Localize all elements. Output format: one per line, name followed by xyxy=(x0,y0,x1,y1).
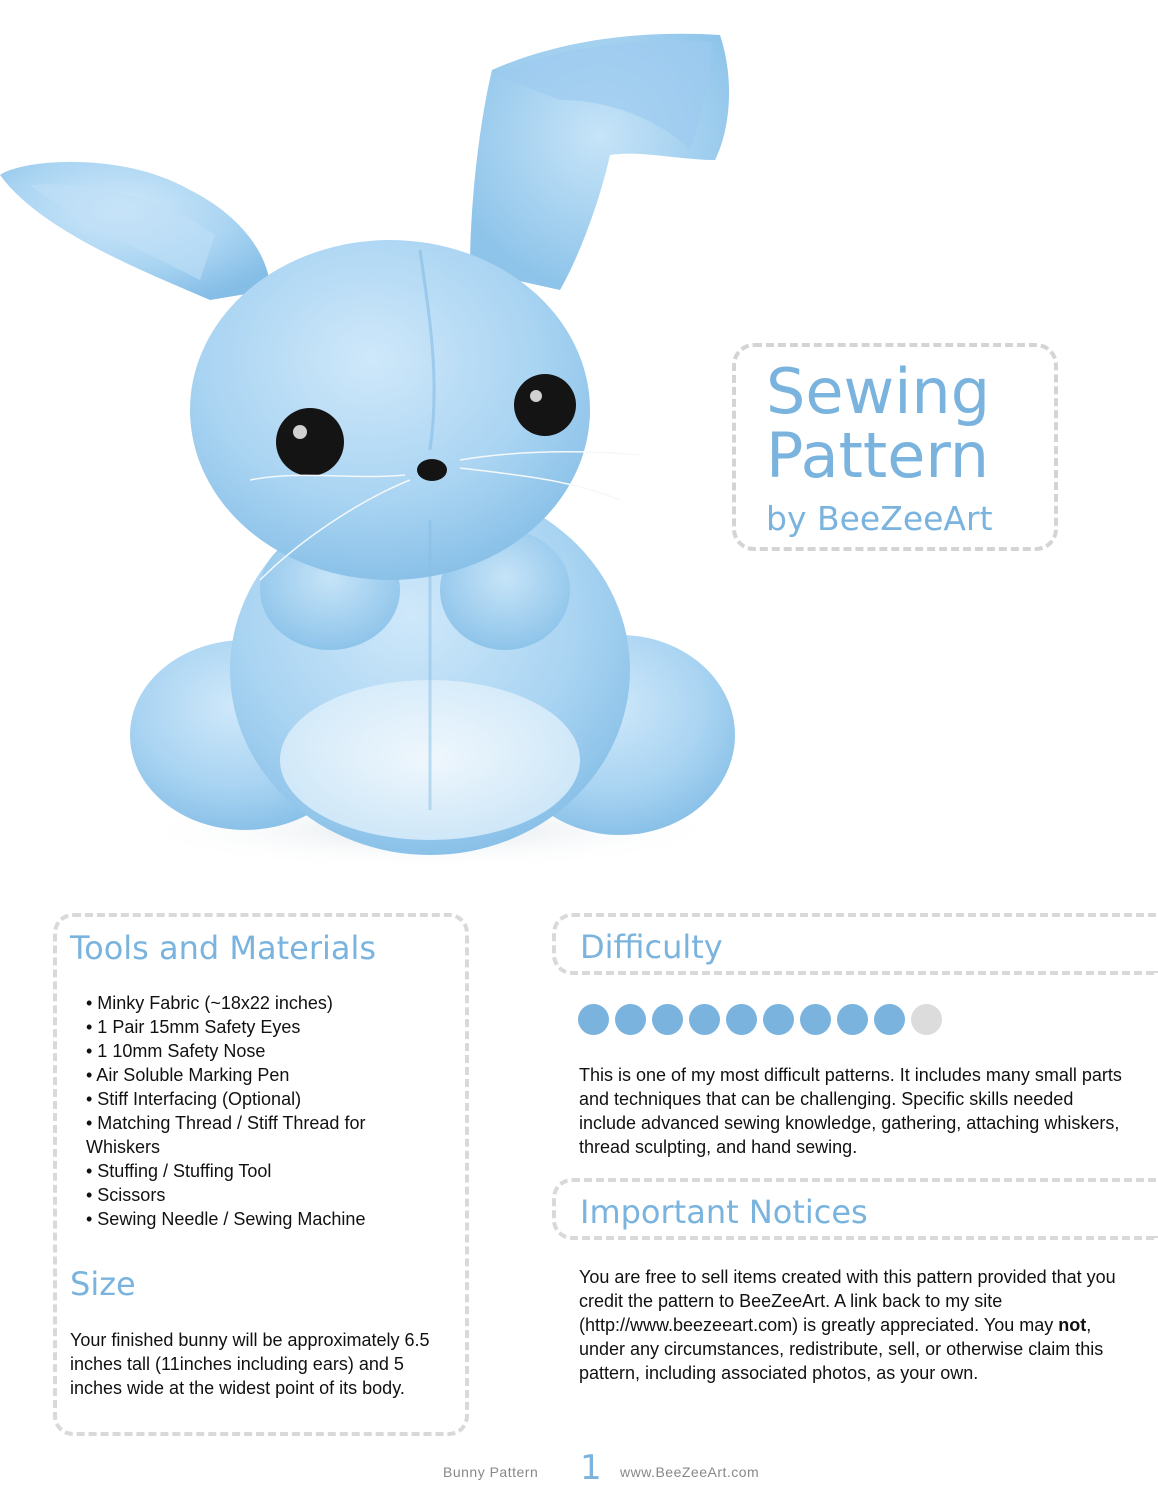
difficulty-dot-filled xyxy=(763,1004,794,1035)
difficulty-dot-filled xyxy=(726,1004,757,1035)
size-text: Your finished bunny will be approximately 6.5 inches tall (11inches including ears) and 5 inches wide at the widest point of its body. xyxy=(70,1330,430,1398)
difficulty-dot-filled xyxy=(874,1004,905,1035)
difficulty-dot-filled xyxy=(615,1004,646,1035)
footer-pattern-name: Bunny Pattern xyxy=(443,1464,539,1480)
difficulty-dot-filled xyxy=(837,1004,868,1035)
page-number: 1 xyxy=(580,1448,602,1488)
notices-heading: Important Notices xyxy=(580,1193,868,1231)
difficulty-text: This is one of my most difficult patterns. It includes many small parts and techniques that can be challenging. Specific skills needed include advanced sewing knowledge, gathering, attaching whiskers, thread sculpting, and hand sewing. xyxy=(579,1065,1122,1157)
tools-heading: Tools and Materials xyxy=(70,929,377,967)
list-item: • Air Soluble Marking Pen xyxy=(86,1065,290,1085)
list-item: • Matching Thread / Stiff Thread for Whiskers xyxy=(86,1113,366,1157)
tools-list xyxy=(86,991,426,1231)
difficulty-dot-filled xyxy=(652,1004,683,1035)
notices-text xyxy=(579,1265,1124,1385)
list-item: • Stiff Interfacing (Optional) xyxy=(86,1089,302,1109)
difficulty-dot-filled xyxy=(800,1004,831,1035)
footer-website[interactable]: www.BeeZeeArt.com xyxy=(620,1464,760,1480)
title-byline: by BeeZeeArt xyxy=(766,499,993,538)
title-line-2: Pattern xyxy=(766,419,990,492)
list-item: • Stuffing / Stuffing Tool xyxy=(86,1161,272,1181)
list-item: • Scissors xyxy=(86,1185,166,1205)
difficulty-heading: Difficulty xyxy=(580,928,723,966)
size-heading: Size xyxy=(70,1265,136,1303)
notices-text-after: , under any circumstances, redistribute, sell, or otherwise claim this pattern, including associated photos, as your own. xyxy=(579,1315,1104,1383)
difficulty-dot-filled xyxy=(578,1004,609,1035)
list-item: • Sewing Needle / Sewing Machine xyxy=(86,1209,366,1229)
title-line-1: Sewing xyxy=(766,355,991,428)
difficulty-rating xyxy=(578,1004,942,1035)
list-item: • Minky Fabric (~18x22 inches) xyxy=(86,993,333,1013)
title-badge xyxy=(732,343,1058,551)
page-footer xyxy=(0,1446,1158,1500)
difficulty-dot-empty xyxy=(911,1004,942,1035)
difficulty-dot-filled xyxy=(689,1004,720,1035)
notices-text-bold: not xyxy=(1058,1315,1087,1335)
list-item: • 1 10mm Safety Nose xyxy=(86,1041,266,1061)
notices-text-before: You are free to sell items created with this pattern provided that you credit the pattern to BeeZeeArt. A link back to my site (http://www.beezeeart.com) is greatly appreciated. You may xyxy=(579,1267,1116,1335)
list-item: • 1 Pair 15mm Safety Eyes xyxy=(86,1017,301,1037)
